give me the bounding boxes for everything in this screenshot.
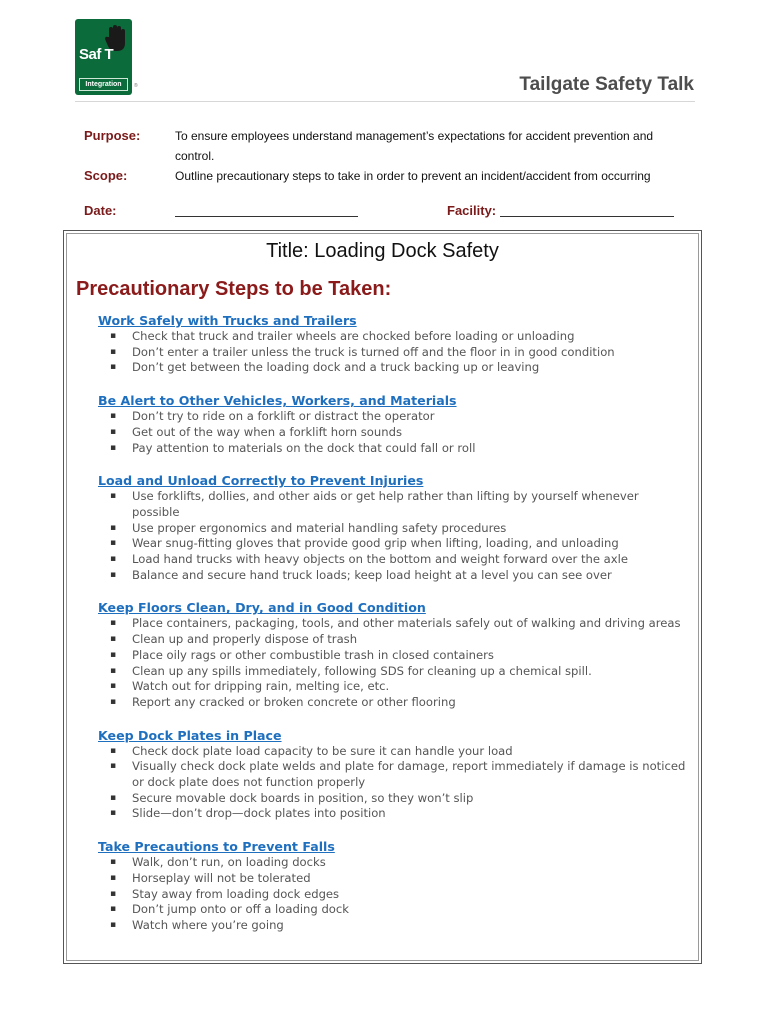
list-item-text: Walk, don’t run, on loading docks bbox=[132, 855, 326, 870]
list-item-text: Visually check dock plate welds and plate for damage, report immediately if damage is noticed or dock plate does not function properly bbox=[132, 759, 686, 790]
bullet-icon: ▪ bbox=[110, 411, 117, 422]
list-item bbox=[98, 409, 688, 425]
list-item bbox=[98, 521, 688, 537]
section-title: Keep Floors Clean, Dry, and in Good Condition bbox=[98, 600, 426, 616]
list-item-text: Slide—don’t drop—dock plates into position bbox=[132, 806, 386, 821]
facility-field[interactable] bbox=[500, 216, 674, 217]
list-item bbox=[98, 695, 688, 711]
list-item-text: Don’t try to ride on a forklift or distract the operator bbox=[132, 409, 435, 424]
list-item-text: Don’t jump onto or off a loading dock bbox=[132, 902, 349, 917]
section bbox=[98, 600, 688, 710]
list-item bbox=[98, 806, 688, 822]
purpose-text: To ensure employees understand management’s expectations for accident prevention and control. bbox=[175, 129, 654, 163]
company-logo bbox=[75, 19, 132, 95]
list-item-text: Place oily rags or other combustible trash in closed containers bbox=[132, 647, 494, 662]
document-title: Tailgate Safety Talk bbox=[519, 74, 694, 95]
date-label: Date: bbox=[84, 203, 117, 218]
list-item-text: Check that truck and trailer wheels are chocked before loading or unloading bbox=[132, 329, 575, 343]
bullet-icon: ▪ bbox=[110, 872, 117, 883]
scope-label: Scope: bbox=[84, 168, 128, 183]
bullet-icon: ▪ bbox=[110, 649, 117, 660]
steps-heading: Precautionary Steps to be Taken: bbox=[76, 278, 392, 300]
bullet-icon: ▪ bbox=[110, 665, 117, 676]
list-item-text: Pay attention to materials on the dock that could fall or roll bbox=[132, 440, 476, 455]
bullet-icon: ▪ bbox=[110, 362, 117, 373]
bullet-icon: ▪ bbox=[110, 888, 117, 899]
bullet-icon: ▪ bbox=[110, 426, 117, 437]
section-title: Take Precautions to Prevent Falls bbox=[98, 839, 335, 855]
header-divider bbox=[75, 101, 695, 102]
list-item bbox=[98, 425, 688, 441]
list-item bbox=[98, 552, 688, 568]
section bbox=[98, 473, 688, 583]
bullet-icon: ▪ bbox=[110, 745, 117, 756]
bullet-icon: ▪ bbox=[110, 522, 117, 533]
list-item bbox=[98, 329, 688, 345]
bullet-icon: ▪ bbox=[110, 696, 117, 707]
list-item-text: Place containers, packaging, tools, and other materials safely out of walking and driving areas bbox=[132, 616, 681, 631]
bullet-icon: ▪ bbox=[110, 346, 117, 357]
scope-text: Outline precautionary steps to take in order to prevent an incident/accident from occurring bbox=[175, 169, 651, 183]
purpose-label: Purpose: bbox=[84, 128, 141, 143]
logo-tagline: Integration bbox=[79, 78, 128, 91]
bullet-icon: ▪ bbox=[110, 792, 117, 803]
list-item-text: Load hand trucks with heavy objects on the bottom and weight forward over the axle bbox=[132, 552, 628, 567]
section-title: Work Safely with Trucks and Trailers bbox=[98, 313, 357, 328]
bullet-icon: ▪ bbox=[110, 491, 117, 502]
list-item-text: Clean up and properly dispose of trash bbox=[132, 632, 358, 647]
bullet-list bbox=[98, 855, 688, 934]
registered-mark: ® bbox=[134, 83, 138, 89]
bullet-icon: ▪ bbox=[110, 808, 117, 819]
list-item-text: Don’t get between the loading dock and a truck backing up or leaving bbox=[132, 360, 540, 375]
list-item bbox=[98, 360, 688, 376]
list-item bbox=[98, 791, 688, 807]
list-item-text: Get out of the way when a forklift horn sounds bbox=[132, 424, 402, 439]
section bbox=[98, 839, 688, 934]
bullet-icon: ▪ bbox=[110, 554, 117, 565]
list-item bbox=[98, 871, 688, 887]
list-item bbox=[98, 648, 688, 664]
list-item-text: Balance and secure hand truck loads; keep load height at a level you can see over bbox=[132, 567, 612, 582]
list-item-text: Clean up any spills immediately, following SDS for cleaning up a chemical spill. bbox=[132, 663, 592, 678]
list-item bbox=[98, 664, 688, 680]
list-item-text: Secure movable dock boards in position, so they won’t slip bbox=[132, 790, 474, 805]
list-item bbox=[98, 616, 688, 632]
list-item bbox=[98, 759, 688, 790]
section bbox=[98, 313, 688, 376]
list-item-text: Use proper ergonomics and material handling safety procedures bbox=[132, 520, 507, 535]
list-item bbox=[98, 887, 688, 903]
logo-brand: Saf T bbox=[79, 46, 114, 63]
date-field[interactable] bbox=[175, 216, 358, 217]
bullet-list bbox=[98, 329, 688, 376]
list-item bbox=[98, 679, 688, 695]
bullet-icon: ▪ bbox=[110, 331, 117, 341]
sections-list bbox=[98, 313, 688, 951]
bullet-icon: ▪ bbox=[110, 919, 117, 930]
list-item-text: Don’t enter a trailer unless the truck is turned off and the floor in in good condition bbox=[132, 344, 615, 359]
bullet-icon: ▪ bbox=[110, 857, 117, 868]
list-item-text: Check dock plate load capacity to be sure it can handle your load bbox=[132, 743, 513, 758]
bullet-list bbox=[98, 744, 688, 823]
list-item-text: Stay away from loading dock edges bbox=[132, 886, 340, 901]
bullet-icon: ▪ bbox=[110, 442, 117, 453]
bullet-list bbox=[98, 616, 688, 710]
bullet-list bbox=[98, 489, 688, 583]
list-item bbox=[98, 902, 688, 918]
talk-title: Title: Loading Dock Safety bbox=[266, 240, 499, 262]
facility-label: Facility: bbox=[447, 203, 497, 218]
list-item bbox=[98, 632, 688, 648]
list-item bbox=[98, 345, 688, 361]
list-item bbox=[98, 489, 688, 520]
section bbox=[98, 728, 688, 823]
section-title: Keep Dock Plates in Place bbox=[98, 727, 282, 743]
bullet-icon: ▪ bbox=[110, 761, 117, 772]
bullet-icon: ▪ bbox=[110, 569, 117, 580]
list-item bbox=[98, 918, 688, 934]
section-title: Be Alert to Other Vehicles, Workers, and Materials bbox=[98, 393, 457, 409]
list-item-text: Watch out for dripping rain, melting ice, etc. bbox=[132, 679, 390, 694]
bullet-icon: ▪ bbox=[110, 904, 117, 915]
bullet-icon: ▪ bbox=[110, 634, 117, 645]
list-item-text: Horseplay will not be tolerated bbox=[132, 870, 311, 885]
section-title: Load and Unload Correctly to Prevent Injuries bbox=[98, 473, 424, 489]
list-item bbox=[98, 855, 688, 871]
bullet-icon: ▪ bbox=[110, 618, 117, 629]
list-item bbox=[98, 441, 688, 457]
list-item-text: Wear snug-fitting gloves that provide good grip when lifting, loading, and unloading bbox=[132, 536, 619, 551]
bullet-icon: ▪ bbox=[110, 681, 117, 692]
list-item-text: Watch where you’re going bbox=[132, 917, 284, 932]
list-item-text: Use forklifts, dollies, and other aids or get help rather than lifting by yourself whenever possible bbox=[132, 489, 639, 519]
list-item-text: Report any cracked or broken concrete or other flooring bbox=[132, 694, 456, 709]
list-item bbox=[98, 536, 688, 552]
section bbox=[98, 393, 688, 456]
bullet-icon: ▪ bbox=[110, 538, 117, 549]
list-item bbox=[98, 744, 688, 760]
list-item bbox=[98, 568, 688, 584]
bullet-list bbox=[98, 409, 688, 456]
